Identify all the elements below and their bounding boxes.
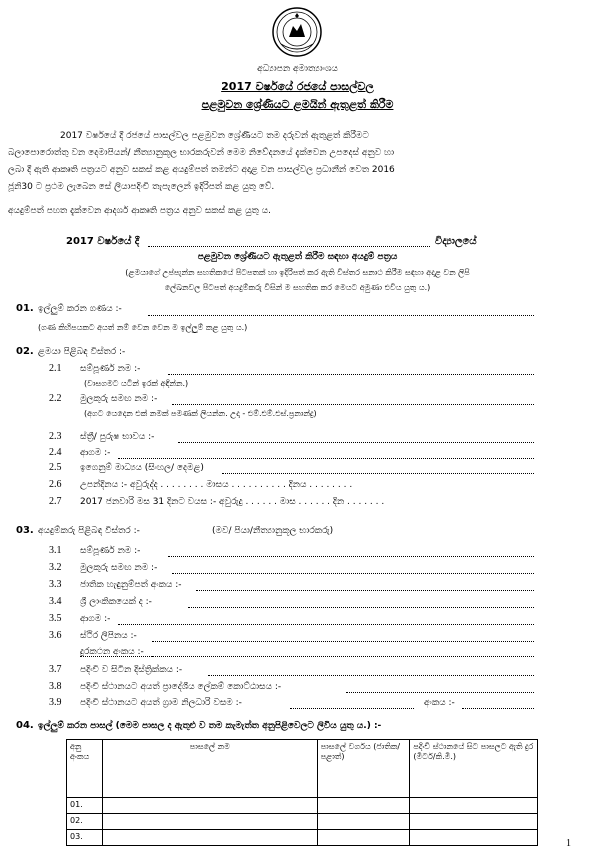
title-line-2: පළමුවන ශ්‍රේණියට ළමයින් ඇතුළත් කිරීම xyxy=(201,98,394,111)
section-3-number: 03. xyxy=(16,525,34,536)
applicant-gn-division-field[interactable] xyxy=(290,708,414,709)
item-3-5-label: ආගම :- xyxy=(80,614,111,624)
form-school-label: විද්‍යාලයේ xyxy=(435,236,477,247)
distance-cell[interactable] xyxy=(410,798,538,814)
section-3-title: අයදුම්කරු පිළිබඳ විස්තර :- xyxy=(38,526,140,536)
item-2-1-note: (වාසගමට යටින් ඉරක් අඳින්න.) xyxy=(84,379,189,388)
school-name-cell[interactable] xyxy=(102,830,317,846)
item-2-7-label: 2017 ජනවාරි මස 31 දිනට වයස :- අවුරුදු . . . . . . මාස . . . . . . දින . . . . . . . xyxy=(80,497,385,507)
school-name-field[interactable] xyxy=(148,246,430,247)
child-medium-field[interactable] xyxy=(222,473,534,474)
item-3-4-number: 3.4 xyxy=(49,596,62,607)
school-type-cell[interactable] xyxy=(317,814,410,830)
applicant-name-initials-field[interactable] xyxy=(172,573,534,574)
row-serial: 02. xyxy=(67,814,103,830)
child-name-initials-field[interactable] xyxy=(172,404,534,405)
applicant-gn-number-field[interactable] xyxy=(462,708,534,709)
item-3-9-number: 3.9 xyxy=(49,697,62,708)
intro-line-5: අයදුම්පත් පහත දැක්වෙන ආදර්ශ ආකෘති පත්‍රය අනුව සකස් කළ යුතු ය. xyxy=(8,206,271,216)
ministry-name: අධ්‍යාපන අමාත්‍යාංශය xyxy=(257,64,338,74)
applicant-address-line-1[interactable] xyxy=(152,641,534,642)
item-3-6-phone-label: දුරකථන අංකය :- xyxy=(80,647,144,657)
distance-cell[interactable] xyxy=(410,814,538,830)
applicant-nic-field[interactable] xyxy=(196,590,534,591)
section-4-title: ඉල්ලුම් කරන පාසල් (මෙම පාසල ද ඇතුළු ව තම කැමැත්ත අනුපිළිවෙලට ලිවිය යුතු ය.) :- xyxy=(38,721,382,731)
item-2-7-number: 2.7 xyxy=(49,496,62,507)
applicant-district-field[interactable] xyxy=(208,675,534,676)
applicant-ds-division-field[interactable] xyxy=(346,692,534,693)
item-2-4-number: 2.4 xyxy=(49,447,62,458)
applicant-citizenship-field[interactable] xyxy=(188,607,534,608)
item-3-1-label: සම්පූර්ණ නම :- xyxy=(80,546,141,556)
item-3-4-label: ශ්‍රී ලාංකිකයෙක් ද :- xyxy=(80,597,152,607)
form-note-line-2: ලේඛනවල පිටපත් අයදුම්කරු විසින් ම සහතික කර මෙයට අමුණා එවිය යුතු ය.) xyxy=(164,283,431,292)
item-3-9-number-label: අංකය :- xyxy=(424,698,455,708)
title-line-1: 2017 වර්ෂයේ රජයේ පාසල්වල xyxy=(221,80,374,93)
item-3-1-number: 3.1 xyxy=(49,545,62,556)
child-religion-field[interactable] xyxy=(118,458,534,459)
item-3-6-label: ස්ථිර ලිපිනය :- xyxy=(80,631,137,641)
school-type-cell[interactable] xyxy=(317,830,410,846)
section-1-label: ඉල්ලුම් කරන ගණය :- xyxy=(38,304,122,314)
school-name-cell[interactable] xyxy=(102,814,317,830)
government-emblem xyxy=(271,6,323,58)
item-2-4-label: ආගම :- xyxy=(80,448,111,458)
child-full-name-field[interactable] xyxy=(168,374,534,375)
item-2-2-number: 2.2 xyxy=(49,393,62,404)
item-3-5-number: 3.5 xyxy=(49,613,62,624)
item-3-3-label: ජාතික හැඳුනුම්පත් අංකය :- xyxy=(80,580,182,590)
intro-line-4: ජූනි30 ට ප්‍රථම ලැබෙන සේ ලියාපදිංචි තැපැලෙන් ඉදිරිපත් කළ යුතු වේ. xyxy=(8,182,275,192)
item-3-3-number: 3.3 xyxy=(49,579,62,590)
section-1-field[interactable] xyxy=(148,315,534,316)
item-2-6-label: උපන්දිනය :- අවුරුද්ද . . . . . . . . මාසය . . . . . . . . . . දිනය . . . . . . . . xyxy=(80,480,353,490)
applicant-religion-field[interactable] xyxy=(118,624,534,625)
table-row xyxy=(67,798,538,814)
schools-table xyxy=(66,739,538,846)
form-subtitle: පළමුවන ශ්‍රේණියට ඇතුළත් කිරීම සඳහා අයදුම් පත්‍රය xyxy=(197,252,398,262)
section-1-number: 01. xyxy=(16,303,34,314)
table-row xyxy=(67,830,538,846)
intro-line-2: බලාපොරොත්තු වන දෙමාපියන්/ නීත්‍යානුකූල භාරකරුවන් මෙම නිවේදනයේ දැක්වෙන උපදෙස් අනුව හා xyxy=(8,148,395,158)
item-2-6-number: 2.6 xyxy=(49,479,62,490)
item-3-2-number: 3.2 xyxy=(49,562,62,573)
item-3-9-label: පදිංචි ස්ථානයට අයත් ග්‍රාම නිලධාරි වසම :- xyxy=(80,698,242,708)
item-2-5-number: 2.5 xyxy=(49,462,62,473)
column-header-distance: පදිංචි ස්ථානයේ සිට පාසලට ඇති දුර (මීටර්/කි.මී.) xyxy=(410,740,538,798)
section-2-title: ළමයා පිළිබඳ විස්තර :- xyxy=(38,347,126,357)
row-serial: 01. xyxy=(67,798,103,814)
school-name-cell[interactable] xyxy=(102,798,317,814)
item-2-1-label: සම්පූර්ණ නම :- xyxy=(80,364,141,374)
item-3-6-number: 3.6 xyxy=(49,630,62,641)
item-2-5-label: ඉගෙනුම් මාධ්‍යය (සිංහල/ දෙමළ) xyxy=(80,463,204,473)
section-1-note: (ගණ කිහිපයකට අයත් නම් වෙන වෙන ම ඉල්ලුම් කළ යුතු ය.) xyxy=(38,323,248,332)
intro-line-3: ලබා දී ඇති ආකෘති පත්‍රයට අනුව සකස් කළ අයදුම්පත් තමන්ට අදාළ වන පාසල්වල ප්‍රධානීන් වෙත 2016 xyxy=(8,165,395,175)
applicant-phone-field[interactable] xyxy=(152,656,534,657)
school-type-cell[interactable] xyxy=(317,798,410,814)
page-number: 1 xyxy=(566,838,571,849)
item-3-8-number: 3.8 xyxy=(49,681,62,692)
item-2-2-note: (අගට යෙදෙන එක් නමක් පමණක් ලියන්න. උදා - එම්.එම්.එස්.ප්‍රනාන්දු) xyxy=(84,409,317,418)
section-3-title-note: (මව/ පියා/නීත්‍යානුකූල භාරකරු) xyxy=(212,526,334,536)
child-gender-field[interactable] xyxy=(178,442,534,443)
column-header-school-name: පාසලේ නම xyxy=(102,740,317,798)
applicant-full-name-field[interactable] xyxy=(168,556,534,557)
item-2-1-number: 2.1 xyxy=(49,363,62,374)
distance-cell[interactable] xyxy=(410,830,538,846)
item-2-2-label: මුලකුරු සමඟ නම :- xyxy=(80,394,158,404)
item-3-7-number: 3.7 xyxy=(49,664,62,675)
table-row xyxy=(67,814,538,830)
section-2-number: 02. xyxy=(16,346,34,357)
item-2-3-number: 2.3 xyxy=(49,431,62,442)
column-header-school-type: පාසලේ වර්ගය (ජාතික/ පළාත්) xyxy=(317,740,410,798)
item-3-7-label: පදිංචි ව සිටින දිස්ත්‍රික්කය :- xyxy=(80,665,183,675)
item-3-8-label: පදිංචි ස්ථානයට අයත් ප්‍රාදේශීය ලේකම් කොට්ඨාසය :- xyxy=(80,682,282,692)
section-4-number: 04. xyxy=(16,720,34,731)
item-3-2-label: මුලකුරු සමඟ නම :- xyxy=(80,563,158,573)
column-header-serial: අනු අංකය xyxy=(67,740,103,798)
form-note-line-1: (ළමයාගේ උප්පැන්න සහතිකයේ පිටපතක් හා ඉදිරිපත් කර ඇති විස්තර සනාථ කිරීම සඳහා අදාළ වන ලිපි xyxy=(125,268,470,277)
item-2-3-label: ස්ත්‍රී/ පුරුෂ භාවය :- xyxy=(80,432,155,442)
row-serial: 03. xyxy=(67,830,103,846)
intro-line-1: 2017 වර්ෂයේ දී රජයේ පාසල්වල පළමුවන ශ්‍රේණියට තම දරුවන් ඇතුළත් කිරීමට xyxy=(60,131,369,141)
form-year-label: 2017 වර්ෂයේ දී xyxy=(66,236,140,247)
